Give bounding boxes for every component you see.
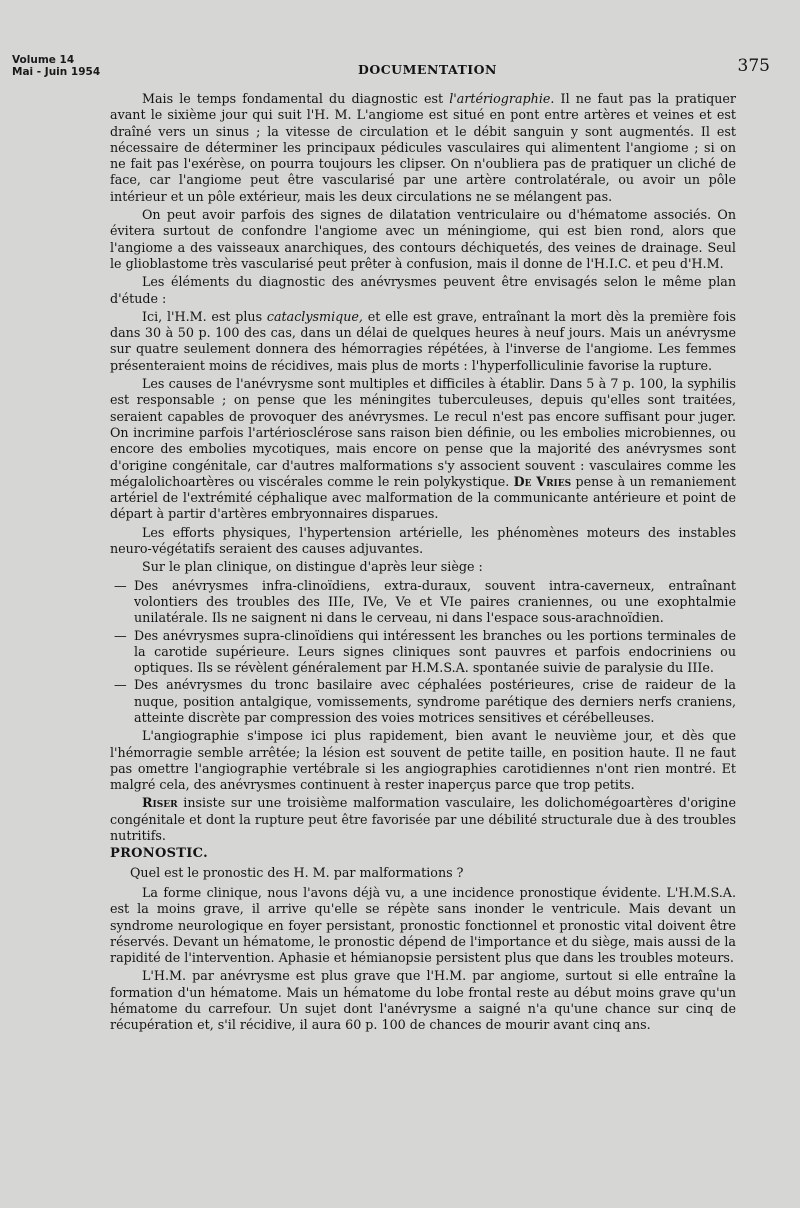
question-line: Quel est le pronostic des H. M. par malformations ? — [130, 864, 464, 880]
paragraph-arteriography: Mais le temps fondamental du diagnostic est l'artériographie. Il ne faut pas la pratiquer avant le sixième jour qui suit l'H. M. L'angiome est situé en pont entre artères et veines et est draîné vers un sinus ; la vitesse de circulation et le débit sanguin y sont augmentés. Il est nécessaire de déterminer les principaux pédicules vasculaires qui alimentent l'angiome ; si on ne fait pas l'exérèse, on pourra toujours les clipser. On n'oubliera pas de pratiquer un cliché de face, car l'angiome peut être vascularisé par une artère controlatérale, ou avoir un pôle intérieur et un pôle extérieur, mais les deux circulations ne se mélangent pas. — [110, 91, 736, 204]
paragraph-efforts: Les efforts physiques, l'hypertension artérielle, les phénomènes moteurs des instables neuro-végétatifs seraient des causes adjuvantes. — [110, 524, 736, 557]
paragraph-ventricular-signs: On peut avoir parfois des signes de dilatation ventriculaire ou d'hématome associés. On évitera surtout de confondre l'angiome avec un méningiome, qui est bien rond, alors que l'angiome a des vaisseaux anarchiques, des contours déchiquetés, des veines de drainage. Seul le glioblastome très vascularisé peut prêter à confusion, mais il donne de l'H.I.C. et peu d'H.M. — [110, 207, 736, 271]
paragraph-angiography: L'angiographie s'impose ici plus rapidement, bien avant le neuvième jour, et dès que l'hémorragie semble arrêtée; la lésion est souvent de petite taille, en position haute. Il ne faut pas omettre l'angiographie vertébrale si les angiographies carotidiennes n'ont rien montré. Et malgré cela, des anévrysmes continuent à rester inaperçus parce que trop petits. — [110, 728, 736, 793]
paragraph-cataclysmic: Ici, l'H.M. est plus cataclysmique, et elle est grave, entraînant la mort dès la première fois dans 30 à 50 p. 100 des cas, dans un délai de quelques heures à neuf jours. Mais un anévrysme sur quatre seulement donnera des hémorragies répétées, à l'inverse de l'angiome. Les femmes présenteraient moins de récidives, mais plus de morts : l'hyperfolliculinie favorise la rupture. — [110, 308, 736, 373]
section-title: DOCUMENTATION — [358, 62, 497, 77]
list-item: — Des anévrysmes du tronc basilaire avec céphalées postérieures, crise de raideur de la nuque, position antalgique, vomissements, syndrome parétique des derniers nerfs craniens, atteinte discrète par compression des voies motrices sensitives et cérébelleuses. — [110, 677, 736, 726]
author-riser: Riser — [142, 795, 178, 811]
paragraph-causes: Les causes de l'anévrysme sont multiples et difficiles à établir. Dans 5 à 7 p. 100, la syphilis est responsable ; on pense que les méningites tuberculeuses, depuis qu'elles sont traitées, seraient capables de provoquer des anévrysmes. Le recul n'est pas encore suffisant pour juger. On incrimine parfois l'artériosclérose sans raison bien définie, ou les embolies microbiennes, ou encore des embolies mycotiques, mais encore on pense que la majorité des anévrysmes sont d'origine congénitale, car d'autres malformations s'y associent souvent : vasculaires comme les mégalolichoartères ou viscérales comme le rein polykystique. De Vries pense à un remaniement artériel de l'extrémité céphalique avec malformation de la communicante antérieure et point de départ à partir d'artères embryonnaires disparues. — [110, 376, 736, 522]
list-item: — Des anévrysmes supra-clinoïdiens qui intéressent les branches ou les portions terminales de la carotide supérieure. Leurs signes cliniques sont pauvres et parfois endocriniens ou optiques. Ils se révèlent généralement par H.M.S.A. spontanée suivie de paralysie du IIIe. — [110, 628, 736, 677]
page-number: 375 — [737, 56, 770, 76]
paragraph-clinical-plan: Sur le plan clinique, on distingue d'après leur siège : — [142, 559, 483, 575]
author-de-vries: De Vries — [513, 473, 572, 489]
issue-date: Mai - Juin 1954 — [12, 66, 101, 78]
section-heading-pronostic: PRONOSTIC. — [110, 846, 208, 862]
article-body — [110, 91, 736, 1036]
paragraph-aneurysm-diagnosis: Les éléments du diagnostic des anévrysmes peuvent être envisagés selon le même plan d'étude : — [110, 274, 736, 306]
aneurysm-types-list — [110, 578, 736, 727]
running-header — [6, 50, 770, 90]
paragraph-aneurysm-severity: L'H.M. par anévrysme est plus grave que l'H.M. par angiome, surtout si elle entraîne la formation d'un hématome. Mais un hématome du lobe frontal reste au début moins grave qu'un hématome du carrefour. Un sujet dont l'anévrysme a saigné n'a qu'une chance sur cinq de récupération et, s'il récidive, il aura 60 p. 100 de chances de mourir avant cinq ans. — [110, 968, 736, 1033]
paragraph-clinical-form: La forme clinique, nous l'avons déjà vu, a une incidence pronostique évidente. L'H.M.S.A. est la moins grave, il arrive qu'elle se répète sans inonder le ventricule. Mais devant un syndrome neurologique en foyer persistant, pronostic fonctionnel et pronostic vital doivent être réservés. Devant un hématome, le pronostic dépend de l'importance et du siège, mais aussi de la rapidité de l'intervention. Aphasie et hémianopsie persistent plus que dans les troubles moteurs. — [110, 884, 736, 966]
list-item: — Des anévrysmes infra-clinoïdiens, extra-duraux, souvent intra-caverneux, entraînant volontiers des troubles des IIIe, IVe, Ve et VIe paires craniennes, ou une exophtalmie unilatérale. Ils ne saignent ni dans le cerveau, ni dans l'espace sous-arachnoïdien. — [110, 578, 736, 627]
volume-issue — [12, 54, 100, 78]
paragraph-riser: Riser insiste sur une troisième malformation vasculaire, les dolichomégoartères d'origine congénitale et dont la rupture peut être favorisée par une débilité structurale due à des troubles nutritifs. — [110, 795, 736, 844]
volume-label: Volume 14 — [12, 54, 75, 66]
